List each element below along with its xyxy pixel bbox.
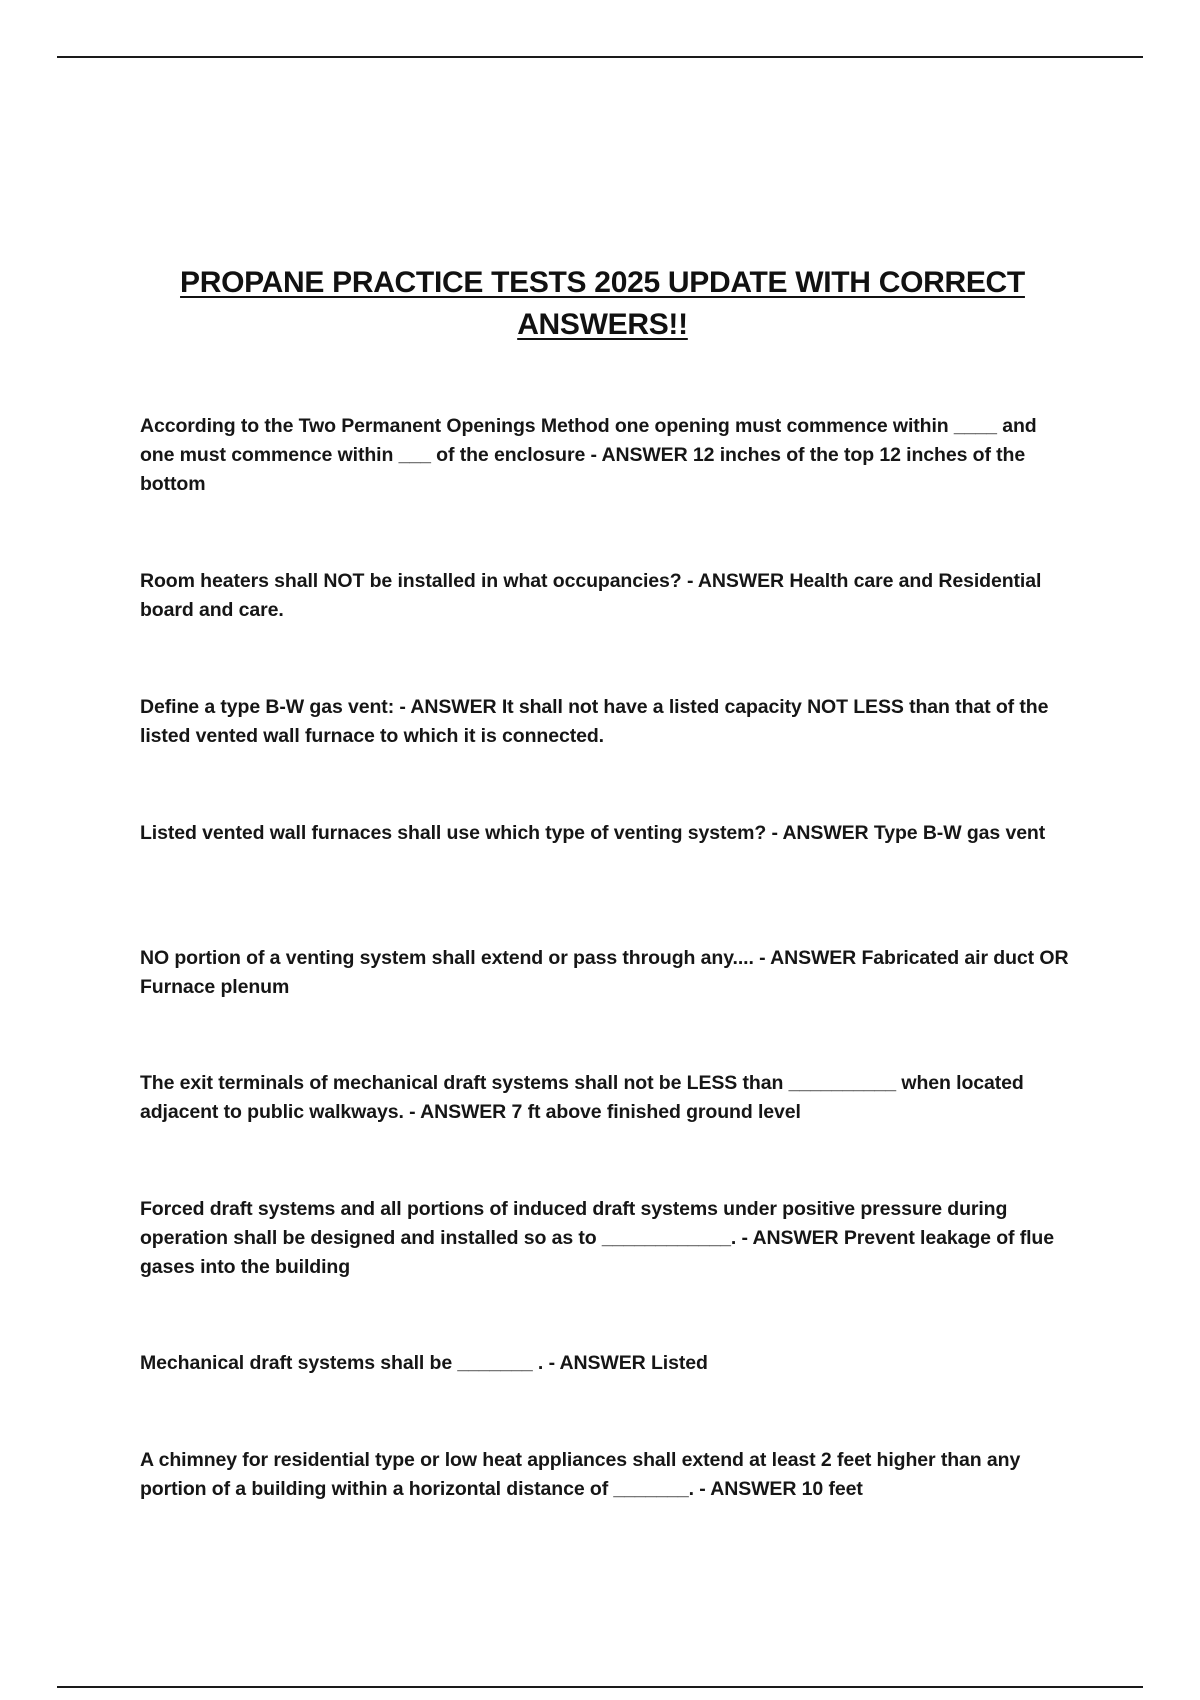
- qa-item-4: [140, 819, 1070, 848]
- top-rule: [57, 56, 1143, 58]
- qa-item-3: [140, 693, 1070, 751]
- answer-separator: - ANSWER: [681, 570, 790, 592]
- question-text: The exit terminals of mechanical draft systems shall not be LESS than __________ when located adjacent to public walkways.: [140, 1072, 1024, 1123]
- qa-item-9: [140, 1446, 1070, 1504]
- question-text: Define a type B-W gas vent:: [140, 696, 395, 718]
- document-title: PROPANE PRACTICE TESTS 2025 UPDATE WITH CORRECT ANSWERS!!: [180, 266, 1025, 341]
- qa-item-8: [140, 1349, 1070, 1378]
- answer-text: Listed: [650, 1352, 708, 1374]
- question-text: According to the Two Permanent Openings Method one opening must commence within ____ and one must commence within ___ of the enclosure: [140, 415, 1037, 466]
- answer-text: 7 ft above finished ground level: [511, 1101, 801, 1123]
- answer-text: It shall not have a listed capacity NOT LESS than that of the listed vented wall furnace to which it is connected.: [140, 696, 1049, 747]
- answer-separator: - ANSWER: [766, 822, 874, 844]
- answer-text: Prevent leakage of flue gases into the building: [140, 1227, 1054, 1278]
- question-text: Listed vented wall furnaces shall use which type of venting system?: [140, 822, 767, 844]
- question-text: Mechanical draft systems shall be _______ .: [140, 1352, 544, 1374]
- answer-separator: - ANSWER: [394, 696, 502, 718]
- answer-separator: - ANSWER: [736, 1227, 844, 1249]
- qa-item-5: [140, 944, 1070, 1002]
- question-text: A chimney for residential type or low heat appliances shall extend at least 2 feet higher than any portion of a building within a horizontal distance of _______.: [140, 1449, 1021, 1500]
- answer-text: 12 inches of the top 12 inches of the bottom: [140, 444, 1026, 495]
- answer-separator: - ANSWER: [403, 1101, 512, 1123]
- answer-separator: - ANSWER: [753, 947, 862, 969]
- question-text: NO portion of a venting system shall extend or pass through any....: [140, 947, 754, 969]
- qa-item-2: [140, 567, 1070, 625]
- answer-text: Fabricated air duct OR Furnace plenum: [140, 947, 1069, 998]
- bottom-rule: [57, 1686, 1143, 1688]
- answer-separator: - ANSWER: [543, 1352, 651, 1374]
- answer-separator: - ANSWER: [693, 1478, 802, 1500]
- answer-text: 10 feet: [801, 1478, 863, 1500]
- qa-item-1: [140, 412, 1070, 499]
- answer-text: Type B-W gas vent: [873, 822, 1046, 844]
- qa-item-7: [140, 1195, 1070, 1282]
- qa-item-6: [140, 1069, 1070, 1127]
- question-text: Room heaters shall NOT be installed in what occupancies?: [140, 570, 682, 592]
- question-text: Forced draft systems and all portions of induced draft systems under positive pressure during operation shall be designed and installed so as to ____________.: [140, 1198, 1008, 1249]
- answer-text: Health care and Residential board and care.: [140, 570, 1042, 621]
- answer-separator: - ANSWER: [585, 444, 693, 466]
